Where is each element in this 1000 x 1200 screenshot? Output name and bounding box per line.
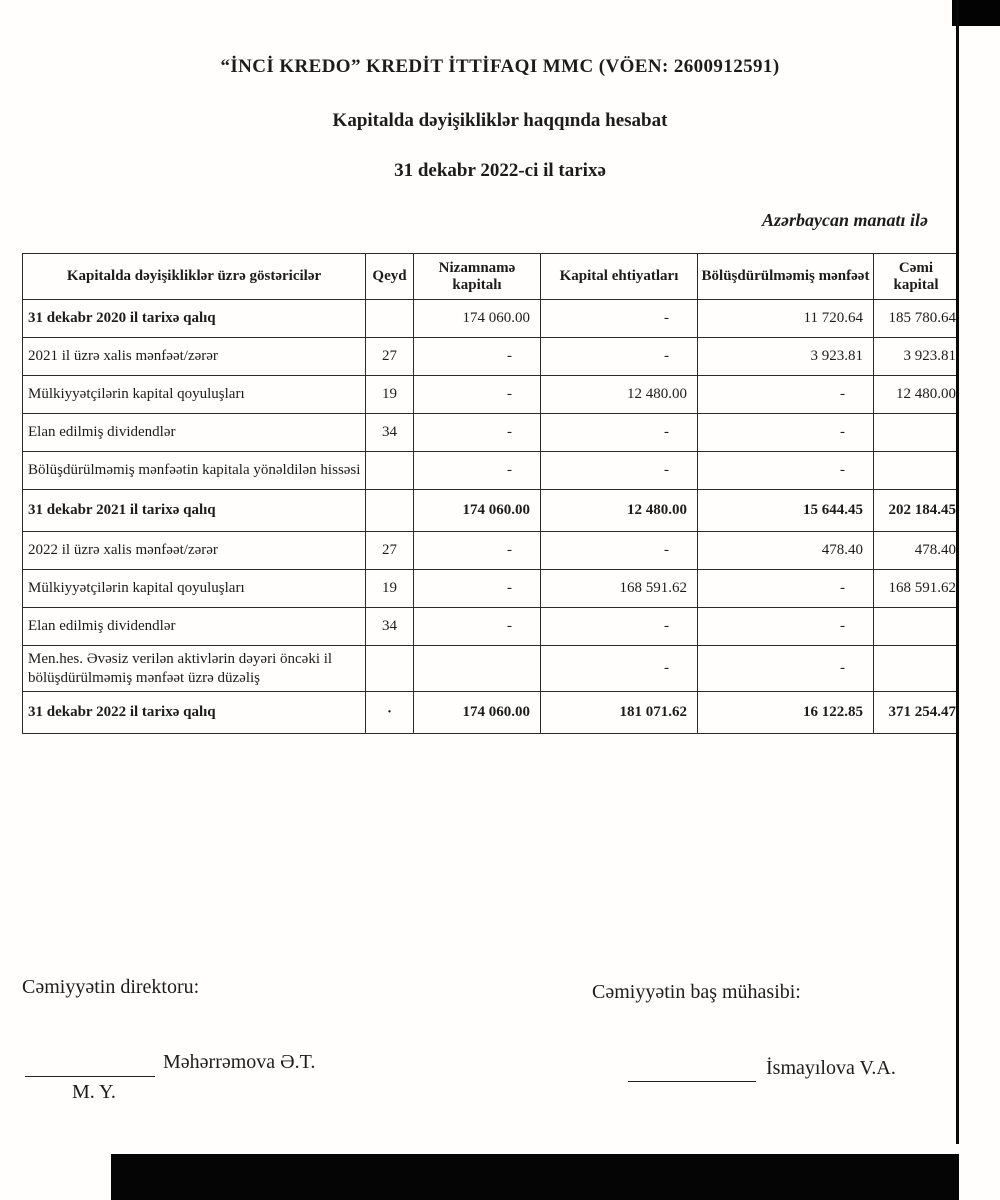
- header-charter-capital: Nizamnamə kapitalı: [414, 254, 541, 300]
- scan-artifact-vertical-line: [956, 0, 959, 1144]
- row-label: 31 dekabr 2020 il tarixə qalıq: [23, 300, 366, 338]
- cell-capital-reserves: -: [541, 338, 698, 376]
- cell-total-capital: [874, 646, 959, 692]
- cell-note: ·: [366, 692, 414, 734]
- cell-capital-reserves: -: [541, 300, 698, 338]
- cell-note: [366, 300, 414, 338]
- cell-retained-earnings: -: [698, 608, 874, 646]
- cell-capital-reserves: -: [541, 414, 698, 452]
- cell-retained-earnings: 15 644.45: [698, 490, 874, 532]
- header-retained-earnings: Bölüşdürülməmiş mənfəət: [698, 254, 874, 300]
- cell-total-capital: 478.40: [874, 532, 959, 570]
- cell-retained-earnings: -: [698, 452, 874, 490]
- cell-retained-earnings: -: [698, 414, 874, 452]
- chief-accountant-label: Cəmiyyətin baş mühasibi:: [592, 981, 801, 1003]
- cell-note: 27: [366, 532, 414, 570]
- cell-retained-earnings: 16 122.85: [698, 692, 874, 734]
- currency-note: Azərbaycan manatı ilə: [762, 210, 928, 230]
- cell-total-capital: 202 184.45: [874, 490, 959, 532]
- cell-charter-capital: 174 060.00: [414, 300, 541, 338]
- header-capital-reserves: Kapital ehtiyatları: [541, 254, 698, 300]
- table-row-net-profit-2021: [23, 338, 959, 376]
- cell-total-capital: 371 254.47: [874, 692, 959, 734]
- table-row-owner-contributions-2022: [23, 570, 959, 608]
- table-row-retained-to-capital: [23, 452, 959, 490]
- cell-retained-earnings: -: [698, 646, 874, 692]
- director-label: Cəmiyyətin direktoru:: [22, 976, 200, 998]
- table-row-declared-dividends-2021: [23, 414, 959, 452]
- cell-charter-capital: -: [414, 338, 541, 376]
- cell-charter-capital: -: [414, 570, 541, 608]
- cell-charter-capital: -: [414, 532, 541, 570]
- cell-note: [366, 646, 414, 692]
- cell-note: [366, 490, 414, 532]
- row-label: Men.hes. Əvəsiz verilən aktivlərin dəyəri öncəki il bölüşdürülməmiş mənfəət üzrə düzəliş: [23, 646, 366, 692]
- row-label: 2022 il üzrə xalis mənfəət/zərər: [23, 532, 366, 570]
- row-label: Bölüşdürülməmiş mənfəətin kapitala yönəldilən hissəsi: [23, 452, 366, 490]
- cell-total-capital: 185 780.64: [874, 300, 959, 338]
- cell-total-capital: [874, 452, 959, 490]
- cell-retained-earnings: 3 923.81: [698, 338, 874, 376]
- scan-artifact-top-right: [952, 0, 1000, 26]
- company-title: “İNCİ KREDO” KREDİT İTTİFAQI MMC (VÖEN: 2600912591): [220, 56, 780, 77]
- cell-charter-capital: -: [414, 608, 541, 646]
- accountant-name: İsmayılova V.A.: [766, 1057, 896, 1079]
- accountant-signature-line: [628, 1081, 756, 1082]
- cell-capital-reserves: 181 071.62: [541, 692, 698, 734]
- cell-charter-capital: 174 060.00: [414, 490, 541, 532]
- cell-note: 34: [366, 414, 414, 452]
- header-total-capital: Cəmi kapital: [874, 254, 959, 300]
- cell-capital-reserves: -: [541, 452, 698, 490]
- cell-retained-earnings: 11 720.64: [698, 300, 874, 338]
- table-row-net-profit-2022: [23, 532, 959, 570]
- header-indicators: Kapitalda dəyişikliklər üzrə göstəricilər: [23, 254, 366, 300]
- cell-note: 34: [366, 608, 414, 646]
- cell-charter-capital: -: [414, 414, 541, 452]
- cell-note: 19: [366, 570, 414, 608]
- row-label: Elan edilmiş dividendlər: [23, 608, 366, 646]
- table-row-owner-contributions-2021: [23, 376, 959, 414]
- cell-retained-earnings: 478.40: [698, 532, 874, 570]
- cell-retained-earnings: -: [698, 570, 874, 608]
- row-label: Elan edilmiş dividendlər: [23, 414, 366, 452]
- row-label: 2021 il üzrə xalis mənfəət/zərər: [23, 338, 366, 376]
- cell-capital-reserves: 12 480.00: [541, 376, 698, 414]
- cell-capital-reserves: -: [541, 608, 698, 646]
- table-row-balance-2021: [23, 490, 959, 532]
- scan-artifact-bottom-bar: [111, 1154, 959, 1200]
- row-label: Mülkiyyətçilərin kapital qoyuluşları: [23, 570, 366, 608]
- report-date: 31 dekabr 2022-ci il tarixə: [394, 160, 606, 181]
- table-row-balance-2022: [23, 692, 959, 734]
- cell-note: [366, 452, 414, 490]
- cell-capital-reserves: 168 591.62: [541, 570, 698, 608]
- row-label: 31 dekabr 2022 il tarixə qalıq: [23, 692, 366, 734]
- cell-note: 27: [366, 338, 414, 376]
- row-label: 31 dekabr 2021 il tarixə qalıq: [23, 490, 366, 532]
- cell-charter-capital: [414, 646, 541, 692]
- cell-charter-capital: 174 060.00: [414, 692, 541, 734]
- cell-capital-reserves: 12 480.00: [541, 490, 698, 532]
- director-signature-line: [25, 1076, 155, 1077]
- stamp-initials: M. Y.: [72, 1081, 116, 1103]
- equity-changes-table: [22, 253, 959, 734]
- table-header-row: [23, 254, 959, 300]
- cell-total-capital: 12 480.00: [874, 376, 959, 414]
- table-row-adjustment: [23, 646, 959, 692]
- cell-capital-reserves: -: [541, 532, 698, 570]
- cell-total-capital: 3 923.81: [874, 338, 959, 376]
- cell-charter-capital: -: [414, 452, 541, 490]
- cell-note: 19: [366, 376, 414, 414]
- report-title: Kapitalda dəyişikliklər haqqında hesabat: [332, 110, 668, 131]
- director-name: Məhərrəmova Ə.T.: [163, 1051, 316, 1073]
- cell-total-capital: [874, 608, 959, 646]
- cell-total-capital: [874, 414, 959, 452]
- table-row-declared-dividends-2022: [23, 608, 959, 646]
- table-row-balance-2020: [23, 300, 959, 338]
- cell-capital-reserves: -: [541, 646, 698, 692]
- header-note: Qeyd: [366, 254, 414, 300]
- cell-total-capital: 168 591.62: [874, 570, 959, 608]
- row-label: Mülkiyyətçilərin kapital qoyuluşları: [23, 376, 366, 414]
- cell-charter-capital: -: [414, 376, 541, 414]
- cell-retained-earnings: -: [698, 376, 874, 414]
